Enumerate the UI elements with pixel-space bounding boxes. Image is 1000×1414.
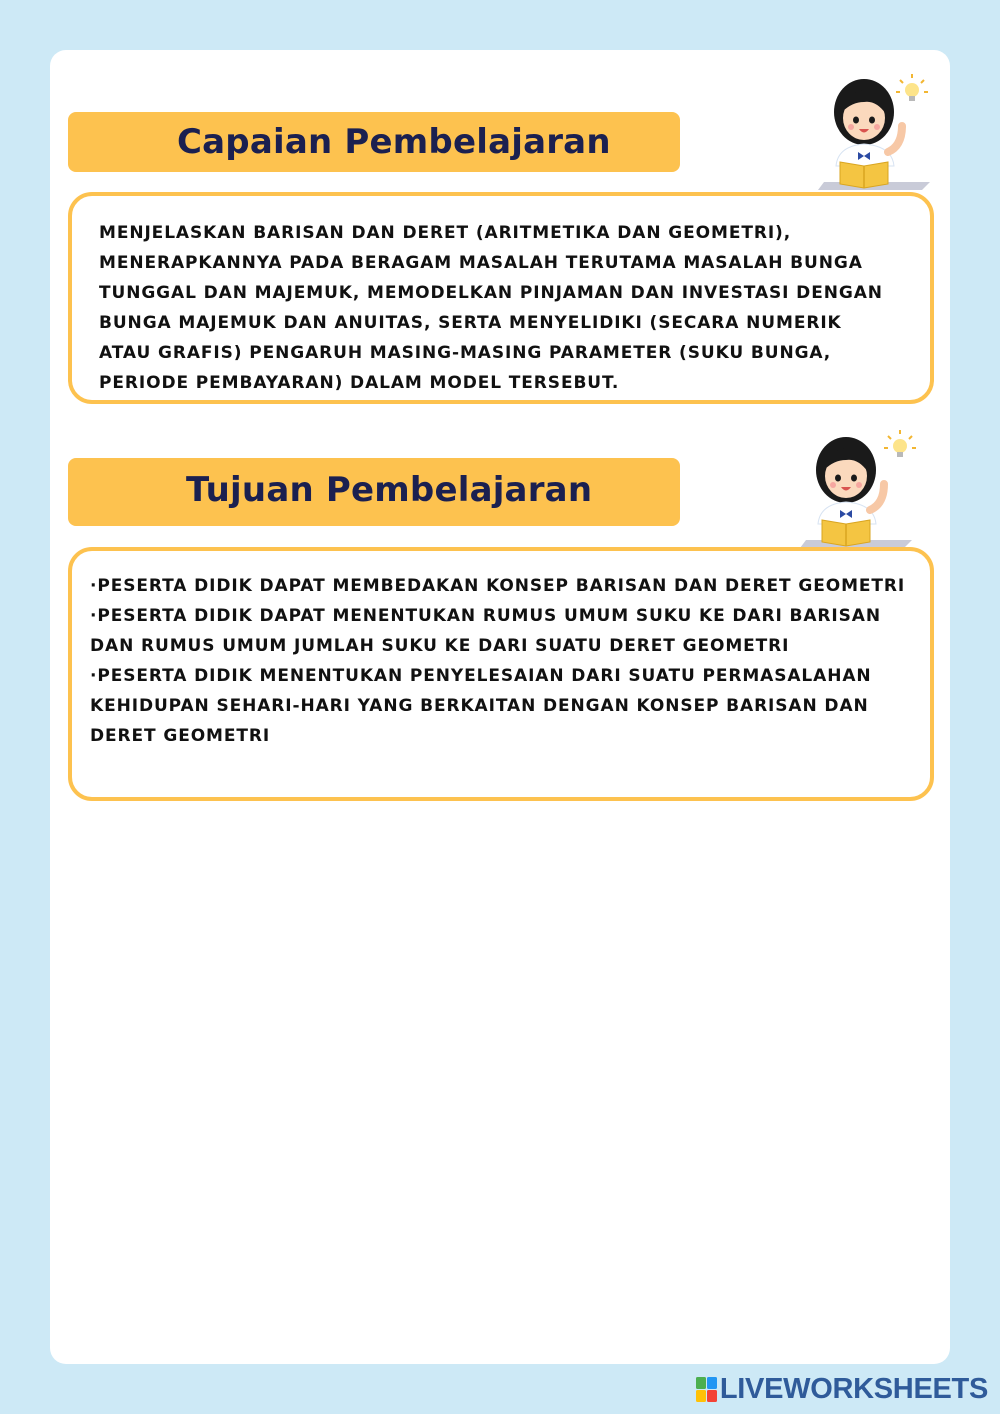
- section-title-banner: [68, 112, 680, 172]
- content-line: BUNGA MAJEMUK DAN ANUITAS, SERTA MENYELIDIKI (SECARA NUMERIK: [99, 313, 842, 333]
- content-line: KEHIDUPAN SEHARI-HARI YANG BERKAITAN DENGAN KONSEP BARISAN DAN: [90, 696, 869, 716]
- section-title: Capaian Pembelajaran: [177, 122, 611, 162]
- section-content-box: [68, 192, 934, 404]
- content-line: DERET GEOMETRI: [90, 726, 271, 746]
- section-title: Tujuan Pembelajaran: [186, 470, 593, 510]
- content-line: TUNGGAL DAN MAJEMUK, MEMODELKAN PINJAMAN DAN INVESTASI DENGAN: [99, 283, 883, 303]
- section-content-box: [68, 547, 934, 801]
- brand-name: LIVEWORKSHEETS: [719, 1373, 988, 1405]
- content-line: ·PESERTA DIDIK MENENTUKAN PENYELESAIAN DARI SUATU PERMASALAHAN: [90, 666, 872, 686]
- content-line: PERIODE PEMBAYARAN) DALAM MODEL TERSEBUT.: [99, 373, 620, 393]
- content-line: MENJELASKAN BARISAN DAN DERET (ARITMETIKA DAN GEOMETRI),: [99, 223, 792, 243]
- content-line: DAN RUMUS UMUM JUMLAH SUKU KE DARI SUATU DERET GEOMETRI: [90, 636, 790, 656]
- girl-reading-idea-icon: [818, 66, 938, 192]
- liveworksheets-brand-link[interactable]: [696, 1373, 988, 1406]
- content-line: MENERAPKANNYA PADA BERAGAM MASALAH TERUTAMA MASALAH BUNGA: [99, 253, 863, 273]
- girl-reading-idea-icon: [800, 424, 920, 550]
- content-line: ·PESERTA DIDIK DAPAT MEMBEDAKAN KONSEP BARISAN DAN DERET GEOMETRI: [90, 576, 906, 596]
- content-line: ATAU GRAFIS) PENGARUH MASING-MASING PARAMETER (SUKU BUNGA,: [99, 343, 832, 363]
- content-line: ·PESERTA DIDIK DAPAT MENENTUKAN RUMUS UMUM SUKU KE DARI BARISAN: [90, 606, 881, 626]
- liveworksheets-logo-icon: [696, 1377, 718, 1403]
- section-title-banner: [68, 458, 680, 526]
